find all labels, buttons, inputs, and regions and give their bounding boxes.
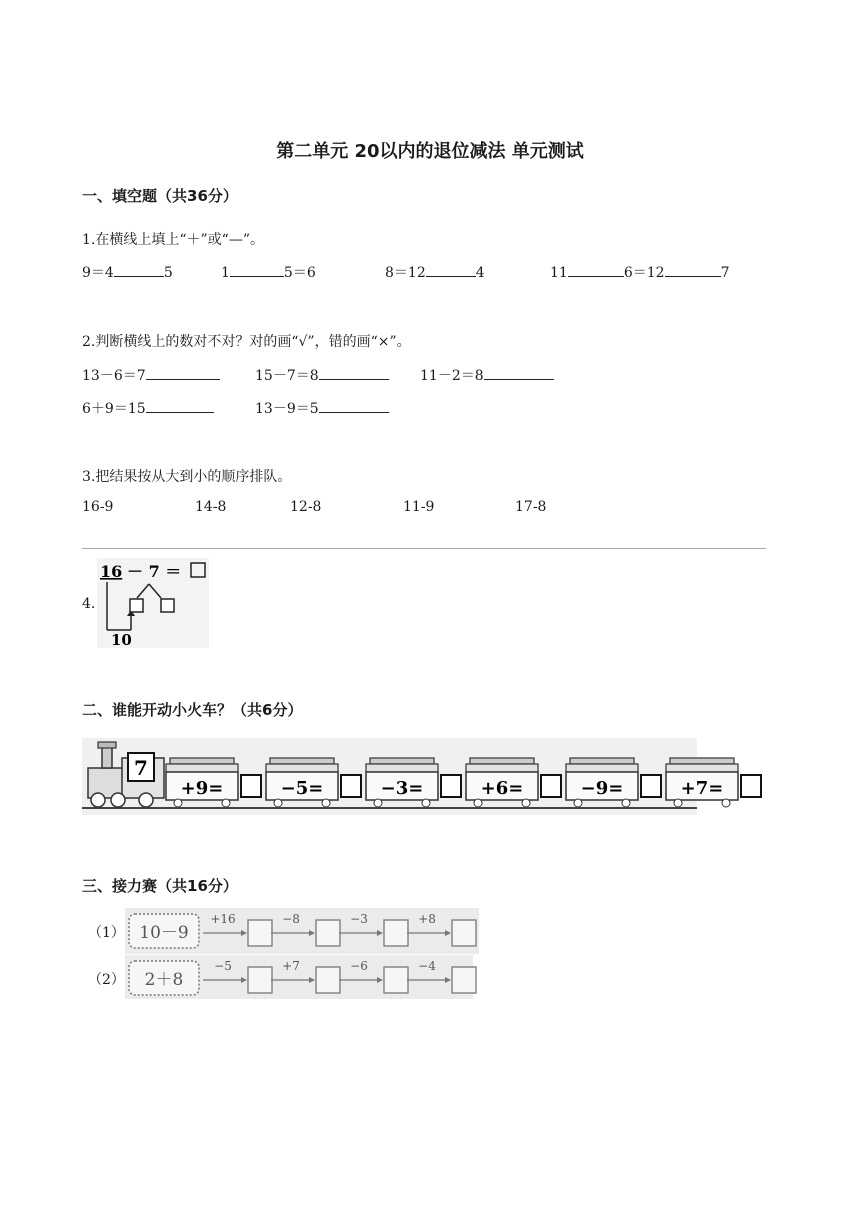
q4-answer-box[interactable] <box>191 563 205 577</box>
q1-blank-2[interactable] <box>230 262 284 277</box>
q2-item-5 <box>255 398 389 418</box>
relay-answer-box[interactable] <box>452 920 476 946</box>
q2-item-2-text: 15－7＝8 <box>255 368 319 384</box>
q1-blank-4b[interactable] <box>665 262 721 277</box>
q2-blank-4[interactable] <box>146 398 214 413</box>
q3-item-5: 17-8 <box>515 499 547 515</box>
q2-blank-3[interactable] <box>484 365 554 380</box>
q1-item-1-right: 5 <box>163 265 173 281</box>
relay-operation: +7 <box>282 959 300 973</box>
relay-answer-box[interactable] <box>248 920 272 946</box>
q3-item-3: 12-8 <box>290 499 322 515</box>
q2-blank-1[interactable] <box>146 365 220 380</box>
relay-operation: −6 <box>350 959 368 973</box>
train-answer-box[interactable] <box>741 775 761 797</box>
train-answer-box[interactable] <box>641 775 661 797</box>
relay-row-1-diagram <box>125 908 479 954</box>
relay-operation: −3 <box>350 912 368 926</box>
q3-prompt: 3.把结果按从大到小的顺序排队。 <box>82 469 292 485</box>
q1-item-1 <box>82 262 173 282</box>
train-car-operation: −5= <box>280 778 324 799</box>
relay-answer-box[interactable] <box>316 967 340 993</box>
train-car <box>166 758 261 807</box>
q1-item-2 <box>221 262 316 282</box>
arrow-head-icon <box>377 930 383 936</box>
q2-blank-5[interactable] <box>319 398 389 413</box>
q2-prompt: 2.判断横线上的数对不对？对的画“√”，错的画“×”。 <box>82 334 411 350</box>
q4-split-box-2[interactable] <box>161 599 174 612</box>
arrow-head-icon <box>241 977 247 983</box>
q1-item-4-right: 7 <box>720 265 730 281</box>
arrow-head-icon <box>309 930 315 936</box>
section-2-heading: 二、谁能开动小火车？（共6分） <box>82 701 303 719</box>
train-car-operation: −9= <box>580 778 624 799</box>
train-car <box>366 758 461 807</box>
q1-blank-3[interactable] <box>426 262 476 277</box>
relay-answer-box[interactable] <box>384 920 408 946</box>
q4-number: 4. <box>82 596 96 612</box>
relay-row-2 <box>125 955 473 999</box>
relay-operation: +16 <box>210 912 236 926</box>
arrow-head-icon <box>309 977 315 983</box>
relay-answer-box[interactable] <box>384 967 408 993</box>
relay-operation: −5 <box>214 959 232 973</box>
q4-expression: － 7 ＝ <box>127 562 182 581</box>
train-car <box>666 758 761 807</box>
q4-ten-label: 10 <box>111 631 132 649</box>
engine-number: 7 <box>134 756 148 780</box>
q1-item-4-mid: 6＝12 <box>623 265 665 281</box>
q1-item-2-left: 1 <box>221 265 230 281</box>
q2-item-3 <box>420 365 554 385</box>
train-figure <box>82 738 724 815</box>
q2-item-4-text: 6＋9＝15 <box>82 401 146 417</box>
q3-item-1: 16-9 <box>82 499 114 515</box>
relay-row-2-diagram <box>125 955 473 999</box>
answer-line[interactable] <box>82 548 766 549</box>
relay-row-2-label: （2） <box>88 972 125 988</box>
q4-decompose-diagram <box>97 558 209 648</box>
train-car <box>466 758 561 807</box>
arrow-head-icon <box>241 930 247 936</box>
train-car-operation: +7= <box>680 778 724 799</box>
q1-item-4-left: 11 <box>550 265 568 281</box>
relay-answer-box[interactable] <box>248 967 272 993</box>
train-answer-box[interactable] <box>441 775 461 797</box>
train-answer-box[interactable] <box>341 775 361 797</box>
train-illustration <box>82 738 724 815</box>
q2-item-2 <box>255 365 389 385</box>
q3-item-4: 11-9 <box>403 499 435 515</box>
q1-item-3-left: 8＝12 <box>385 265 426 281</box>
train-car-operation: +6= <box>480 778 524 799</box>
relay-row-1 <box>125 908 479 954</box>
q3-item-2: 14-8 <box>195 499 227 515</box>
q1-prompt: 1.在横线上填上“＋”或“—”。 <box>82 232 264 248</box>
q2-item-4 <box>82 398 214 418</box>
relay-operation: −8 <box>282 912 300 926</box>
q1-item-2-right: 5＝6 <box>283 265 316 281</box>
q4-minuend: 16 <box>100 562 123 581</box>
q1-item-3 <box>385 262 485 282</box>
q2-item-3-text: 11－2＝8 <box>420 368 484 384</box>
q1-item-3-right: 4 <box>475 265 485 281</box>
relay-start-expression: 2＋8 <box>144 970 184 990</box>
train-car <box>266 758 361 807</box>
section-1-heading: 一、填空题（共36分） <box>82 187 238 205</box>
arrow-head-icon <box>377 977 383 983</box>
q2-item-5-text: 13－9＝5 <box>255 401 319 417</box>
relay-row-1-label: （1） <box>88 925 125 941</box>
train-car-operation: −3= <box>380 778 424 799</box>
relay-operation: −4 <box>418 959 436 973</box>
q1-blank-4a[interactable] <box>568 262 624 277</box>
train-answer-box[interactable] <box>541 775 561 797</box>
relay-answer-box[interactable] <box>452 967 476 993</box>
train-car-operation: +9= <box>180 778 224 799</box>
train-car <box>566 758 661 807</box>
train-answer-box[interactable] <box>241 775 261 797</box>
q4-figure <box>97 558 209 648</box>
relay-answer-box[interactable] <box>316 920 340 946</box>
arrow-head-icon <box>445 977 451 983</box>
q2-item-1 <box>82 365 220 385</box>
arrow-head-icon <box>445 930 451 936</box>
q2-item-1-text: 13－6＝7 <box>82 368 146 384</box>
q1-item-1-left: 9＝4 <box>82 265 114 281</box>
relay-operation: +8 <box>418 912 436 926</box>
section-3-heading: 三、接力赛（共16分） <box>82 877 238 895</box>
q4-split-box-1[interactable] <box>130 599 143 612</box>
q2-blank-2[interactable] <box>319 365 389 380</box>
q1-blank-1[interactable] <box>114 262 164 277</box>
page-title: 第二单元 20以内的退位减法 单元测试 <box>276 141 584 162</box>
relay-start-expression: 10－9 <box>139 923 189 943</box>
q1-item-4 <box>550 262 729 282</box>
